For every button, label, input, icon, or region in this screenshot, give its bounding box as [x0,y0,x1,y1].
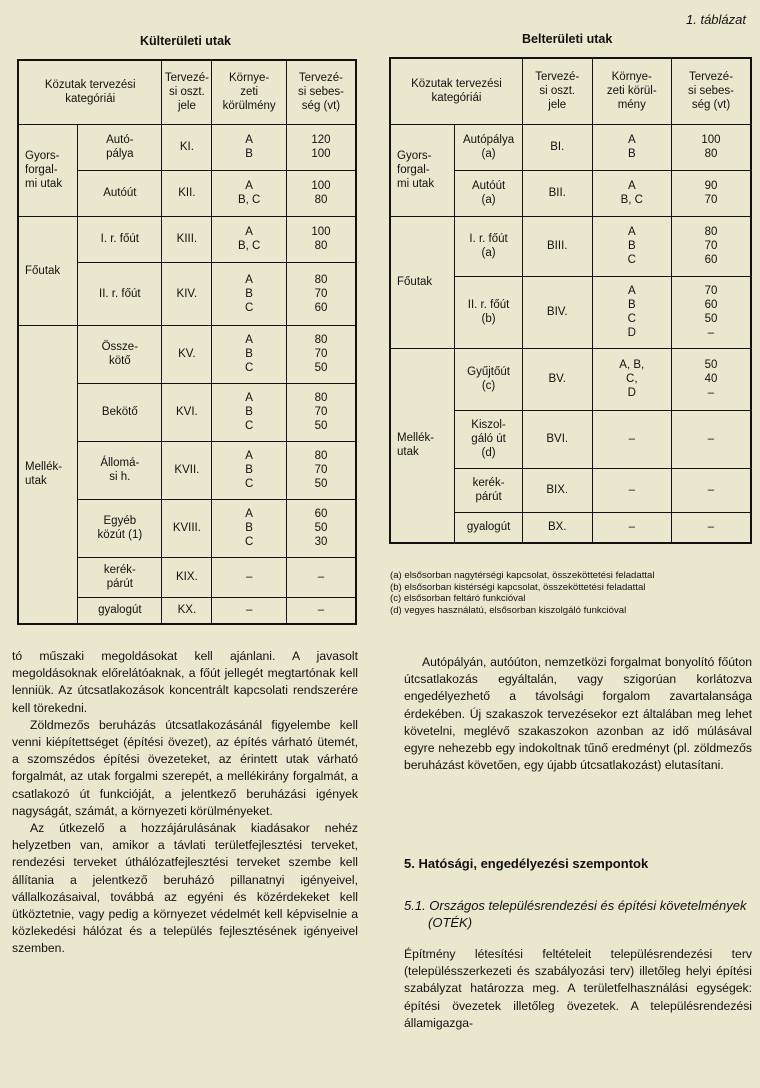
speed-cell: – [671,512,751,543]
paragraph: Az útkezelő a hozzájárulásának kiadásakor nehéz helyzetben van, amikor a távlati területfejlesztési terveket, rendezési terveket úthálózatfejlesztési terveket szembe kell állítania a jelentkező beruházó pillanatnyi igényeivel, vállalkozásaival, továbbá az egyéni és közérdekeket kell ütköztetnie, vagy pedig a környezet védelmét kell képviselnie a közlekedési hálózat és a település fejlesztésének igényeivel szemben. [12,821,358,956]
speed-cell: 80 70 60 [286,262,356,325]
subcategory-cell: Állomá- si h. [78,441,162,499]
speed-cell: – [286,557,356,597]
environment-cell: – [592,410,671,468]
footnote: (d) vegyes használatú, elsősorban kiszolgáló funkcióval [390,604,627,616]
speed-cell: – [671,468,751,512]
header-environment: Környe- zeti körülmény [212,60,287,124]
subcategory-cell: Autópálya (a) [455,124,523,170]
right-road-table [389,57,752,544]
subcategory-cell: Kiszol- gáló út (d) [455,410,523,468]
speed-cell: 100 80 [286,216,356,262]
class-cell: KX. [162,597,212,624]
group-label: Mellék- utak [390,348,455,543]
header-class: Tervezé- si oszt. jele [522,58,592,124]
header-environment: Környe- zeti körül- mény [592,58,671,124]
subcategory-cell: kerék- párút [455,468,523,512]
environment-cell: A B C [592,216,671,276]
class-cell: KVI. [162,383,212,441]
right-column-text-2 [404,946,752,1032]
subcategory-cell: Autóút [78,170,162,216]
paragraph: Autópályán, autóúton, nemzetközi forgalmat bonyolító főúton útcsatlakozás egyáltalán, vagy szigorúan korlátozva engedélyezhető a távolsági forgalom zavartalansága érdekében. Új szakaszok tervezésekor ezt általában meg lehet követelni, meglévő szakaszokon azonban az idő múlásával egyre nehezebb egy indokoltnak tűnő eredményt (pl. zöldmezős beruházást követően, egy újabb útcsatlakozást) elutasítani. [404,655,752,773]
header-speed: Tervezé- si sebes- ség (vt) [286,60,356,124]
class-cell: KVIII. [162,499,212,557]
speed-cell: 60 50 30 [286,499,356,557]
subcategory-cell: I. r. főút [78,216,162,262]
subcategory-cell: Egyéb közút (1) [78,499,162,557]
environment-cell: A B [592,124,671,170]
subcategory-cell: II. r. főút (b) [455,276,523,348]
class-cell: BII. [522,170,592,216]
paragraph: tó műszaki megoldásokat kell ajánlani. A javasolt megoldásoknak előrelátóaknak, a főút jellegét megtartónak kell lenniük. Az útcsatlakozások koncentrált kapcsolati rendszerére kell törekedni. [12,649,358,715]
class-cell: BI. [522,124,592,170]
speed-cell: – [671,410,751,468]
environment-cell: A B, C [212,216,287,262]
speed-cell: 50 40 – [671,348,751,410]
environment-cell: A B C D [592,276,671,348]
environment-cell: A B C [212,325,287,383]
group-label: Gyors- forgal- mi utak [18,124,78,216]
table-footnotes [390,570,755,616]
environment-cell: – [212,597,287,624]
class-cell: KVII. [162,441,212,499]
class-cell: KIV. [162,262,212,325]
header-category: Közutak tervezési kategóriái [390,58,522,124]
class-cell: BIV. [522,276,592,348]
footnote: (c) elsősorban feltáró funkcióval [390,593,526,604]
class-cell: KII. [162,170,212,216]
header-category: Közutak tervezési kategóriái [18,60,162,124]
footnote: (b) elsősorban kistérségi kapcsolat, összeköttetési feladattal [390,581,646,593]
class-cell: KIII. [162,216,212,262]
subsection-heading: 5.1. Országos településrendezési és építési követelmények (OTÉK) [404,898,747,930]
speed-cell: 80 70 50 [286,441,356,499]
group-label: Főutak [390,216,455,348]
section-heading: 5. Hatósági, engedélyezési szempontok [404,856,649,871]
paragraph: Zöldmezős beruházás útcsatlakozásánál figyelembe kell venni kiépítettséget (építési övezet), az építés várható ütemét, a szomszédos építési övezeteket, az érintett utak várható forgalmát, az utak forgalmi szerepét, a mellékirány forgalmát, a csatlakozó út funkcióját, a jelentkező beruházási igények nagyságát, számát, a környezeti körülményeket. [12,717,358,818]
speed-cell: 100 80 [671,124,751,170]
class-cell: BVI. [522,410,592,468]
subcategory-cell: Bekötő [78,383,162,441]
table-number: 1. táblázat [686,12,746,27]
group-label: Főutak [18,216,78,325]
speed-cell: 80 70 50 [286,383,356,441]
class-cell: BV. [522,348,592,410]
subcategory-cell: kerék- párút [78,557,162,597]
left-road-table [17,59,357,625]
environment-cell: A, B, C, D [592,348,671,410]
class-cell: BIX. [522,468,592,512]
class-cell: KIX. [162,557,212,597]
environment-cell: A B C [212,441,287,499]
class-cell: KI. [162,124,212,170]
right-table-title: Belterületi utak [522,32,613,46]
subcategory-cell: gyalogút [455,512,523,543]
environment-cell: A B C [212,262,287,325]
class-cell: BX. [522,512,592,543]
paragraph: Építmény létesítési feltételeit településrendezési terv (településszerkezeti és szabályozási terv) illetőleg helyi építési szabályzat határozza meg. A területfelhasználási egységek: építési övezetek illetőleg övezetek. A településrendezési államigazga- [404,947,752,1030]
environment-cell: A B, C [592,170,671,216]
speed-cell: – [286,597,356,624]
group-label: Mellék- utak [18,325,78,624]
subcategory-cell: Autó- pálya [78,124,162,170]
speed-cell: 70 60 50 – [671,276,751,348]
speed-cell: 80 70 60 [671,216,751,276]
environment-cell: A B [212,124,287,170]
subcategory-cell: gyalogút [78,597,162,624]
subcategory-cell: Gyűjtőút (c) [455,348,523,410]
speed-cell: 120 100 [286,124,356,170]
speed-cell: 90 70 [671,170,751,216]
environment-cell: A B C [212,383,287,441]
speed-cell: 80 70 50 [286,325,356,383]
left-table-title: Külterületi utak [140,34,231,48]
subcategory-cell: Össze- kötő [78,325,162,383]
environment-cell: – [212,557,287,597]
environment-cell: A B, C [212,170,287,216]
class-cell: BIII. [522,216,592,276]
environment-cell: – [592,468,671,512]
right-column-text [404,654,752,774]
footnote: (a) elsősorban nagytérségi kapcsolat, összeköttetési feladattal [390,570,655,581]
speed-cell: 100 80 [286,170,356,216]
environment-cell: – [592,512,671,543]
class-cell: KV. [162,325,212,383]
header-speed: Tervezé- si sebes- ség (vt) [671,58,751,124]
header-class: Tervezé- si oszt. jele [162,60,212,124]
subcategory-cell: Autóút (a) [455,170,523,216]
environment-cell: A B C [212,499,287,557]
subcategory-cell: I. r. főút (a) [455,216,523,276]
left-column-text [12,648,358,958]
subcategory-cell: II. r. főút [78,262,162,325]
group-label: Gyors- forgal- mi utak [390,124,455,216]
